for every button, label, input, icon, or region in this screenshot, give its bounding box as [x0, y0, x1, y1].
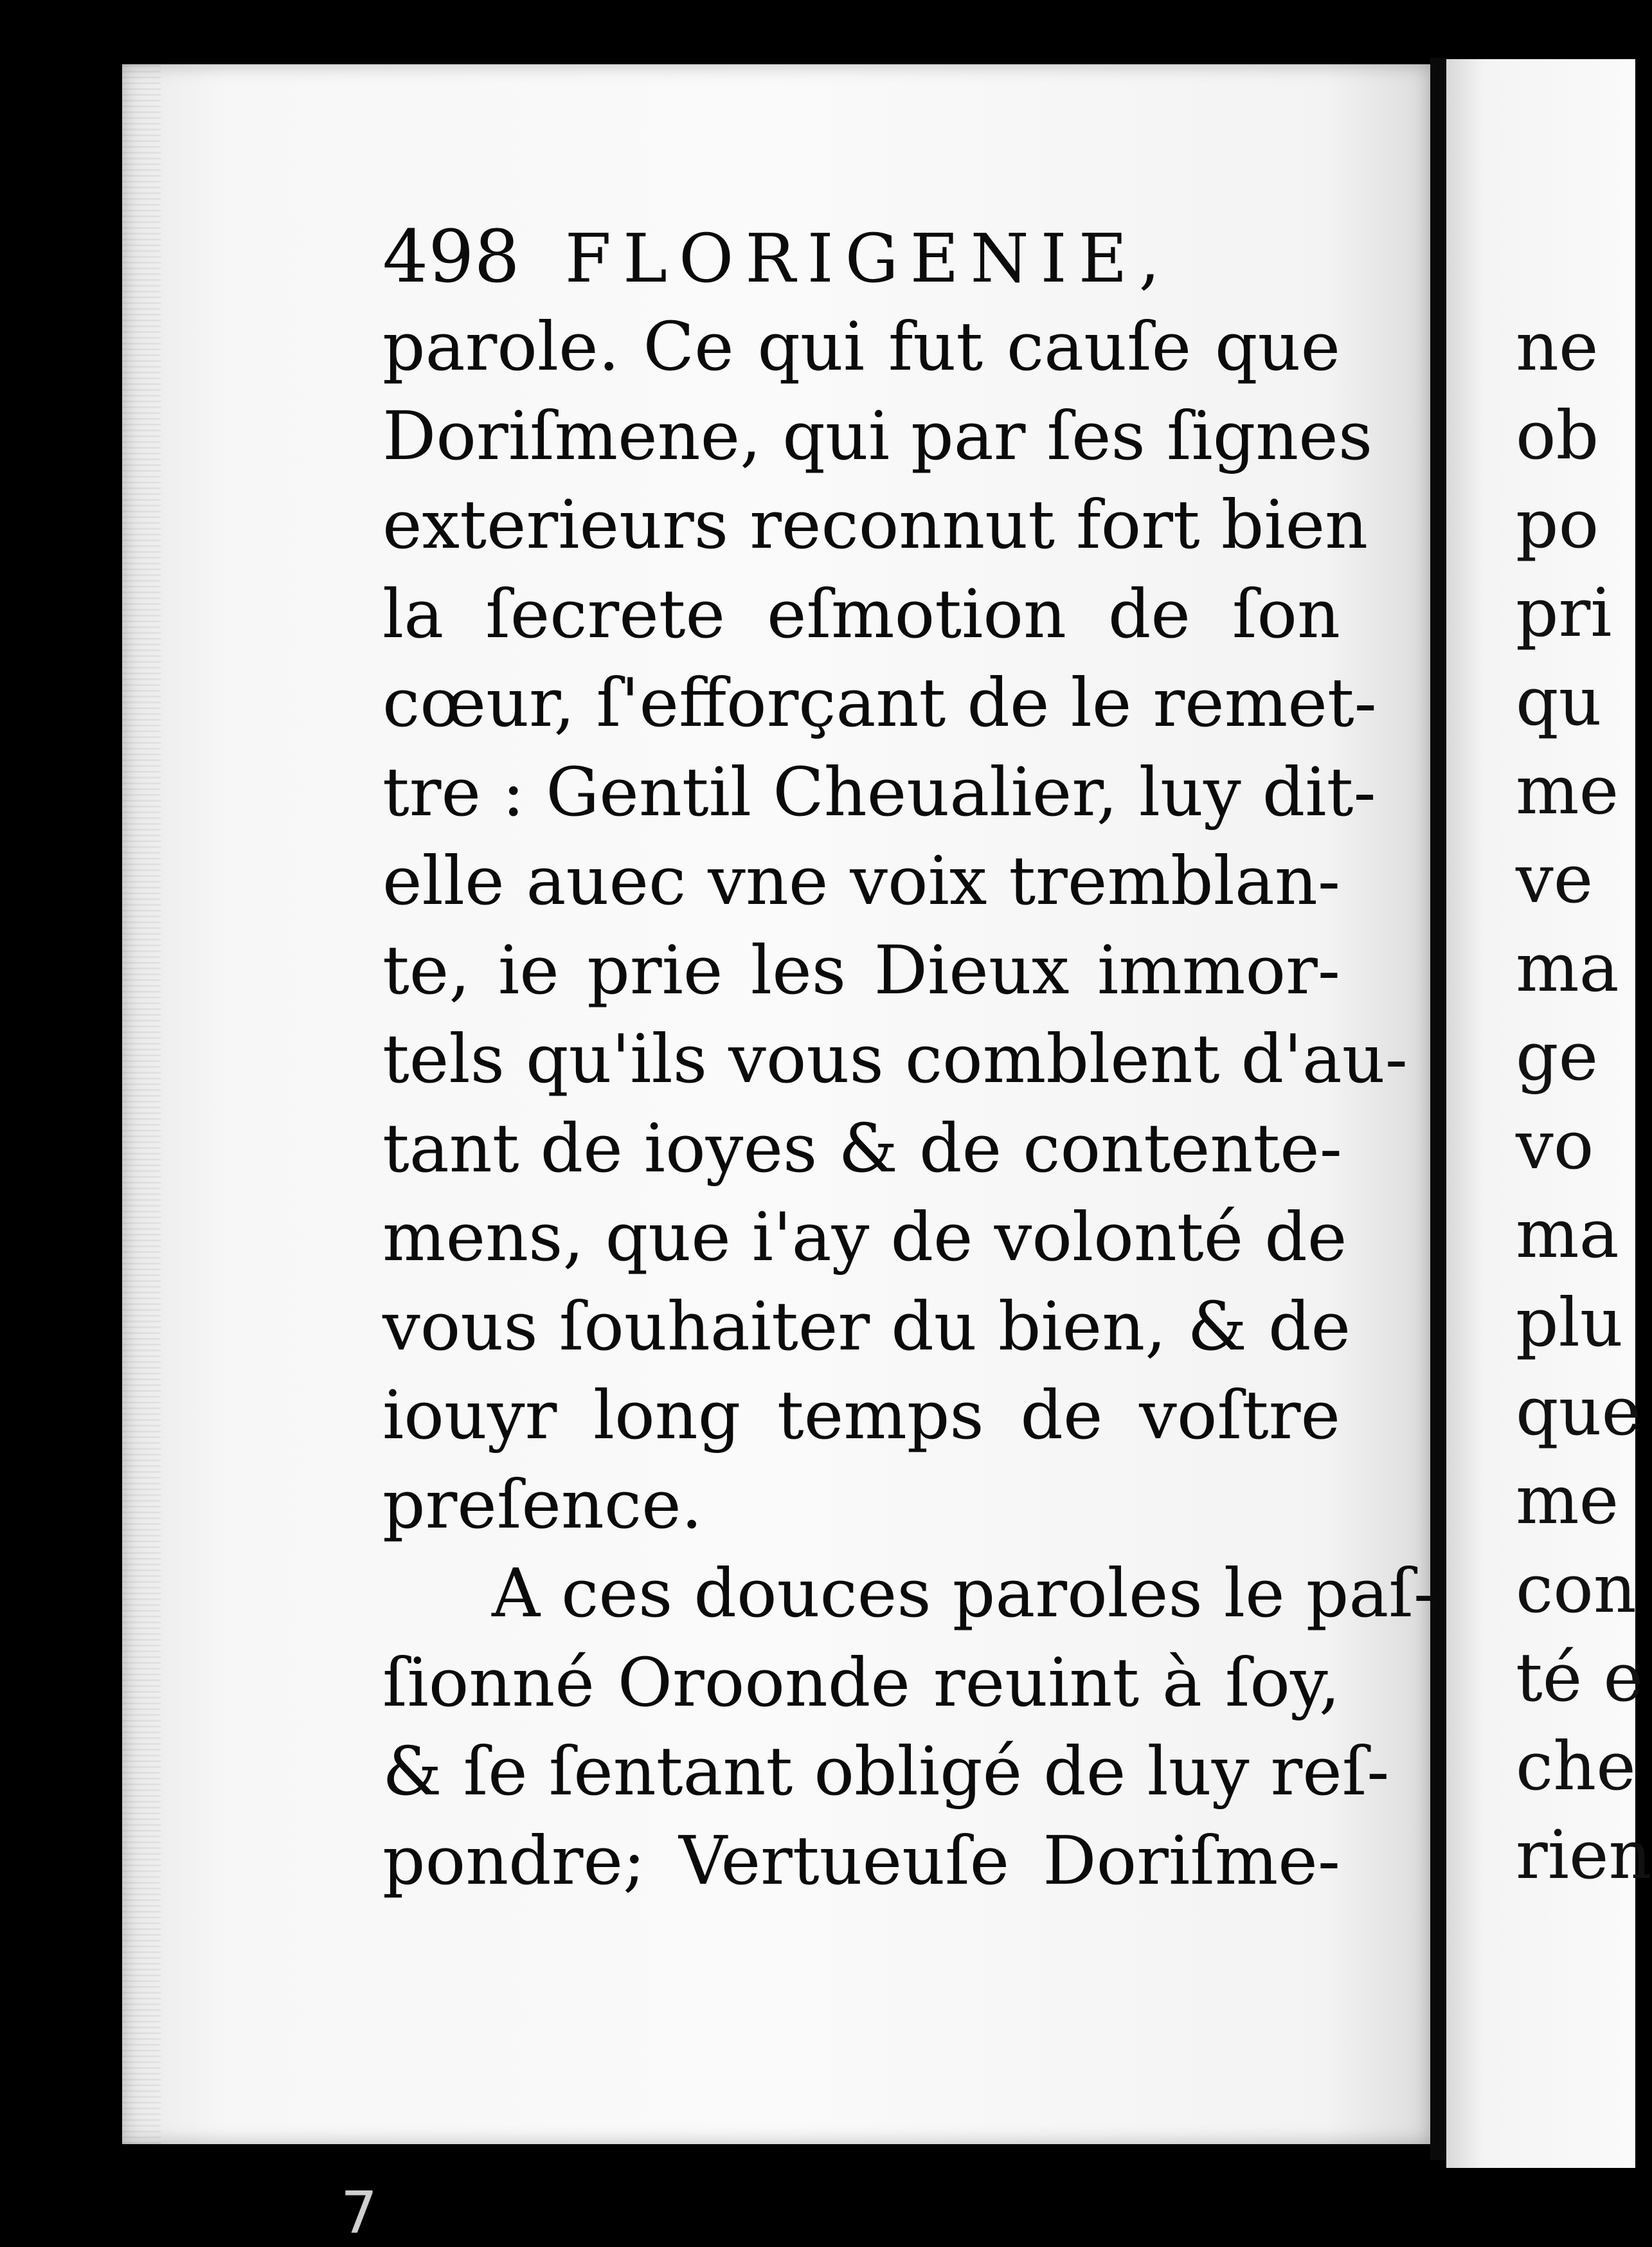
page-edge-shadow	[122, 64, 161, 2144]
text-line: Doriſmene, qui par ſes ſignes	[382, 396, 1373, 475]
text-fragment: ob	[1516, 396, 1599, 474]
text-fragment: ne	[1516, 307, 1599, 386]
text-fragment: che	[1516, 1727, 1636, 1805]
text-fragment: vo	[1516, 1106, 1594, 1184]
text-fragment: té e	[1516, 1638, 1643, 1717]
text-fragment: ge	[1516, 1017, 1599, 1096]
text-line: vous ſouhaiter du bien, & de	[382, 1286, 1351, 1366]
text-line: mens, que i'ay de volonté de	[382, 1198, 1347, 1276]
text-fragment: ma	[1516, 1195, 1619, 1273]
text-line: elle auec vne voix tremblan-	[382, 842, 1340, 920]
text-line: tre : Gentil Cheualier, luy dit-	[382, 752, 1376, 831]
margin-mark: 7	[341, 2179, 378, 2247]
text-fragment: rien	[1516, 1816, 1652, 1894]
text-line: tant de ioyes & de contente-	[382, 1108, 1342, 1187]
book-gutter	[1430, 58, 1446, 2160]
text-line-paragraph-end: preſence.	[382, 1465, 703, 1544]
text-line: pondre; Vertueuſe Doriſme-	[382, 1821, 1340, 1900]
text-fragment: me	[1516, 1461, 1619, 1539]
text-fragment: me	[1516, 751, 1619, 829]
page-header	[382, 215, 1172, 312]
text-fragment: pri	[1516, 573, 1612, 652]
text-line: tels qu'ils vous comblent d'au-	[382, 1020, 1408, 1098]
page-number: 498	[382, 215, 520, 299]
body-text	[382, 302, 1436, 1905]
text-fragment: po	[1516, 485, 1599, 563]
text-line: ſionné Oroonde reuint à ſoy,	[382, 1643, 1340, 1722]
text-fragment: plu	[1516, 1283, 1623, 1362]
text-line: iouyr long temps de voſtre	[382, 1376, 1340, 1454]
running-title: FLORIGENIE,	[564, 219, 1172, 298]
text-line: exterieurs reconnut fort bien	[382, 485, 1369, 564]
text-line: la ſecrete eſmotion de ſon	[382, 574, 1340, 653]
text-line: te, ie prie les Dieux immor-	[382, 930, 1340, 1009]
text-fragment: ma	[1516, 928, 1619, 1007]
text-line-paragraph-start: A ces douces paroles le paſ-	[492, 1554, 1436, 1632]
right-page-text-fragments	[1516, 302, 1652, 1899]
text-fragment: que	[1516, 1372, 1642, 1450]
text-line: & ſe ſentant obligé de luy reſ-	[382, 1732, 1390, 1810]
text-fragment: qu	[1516, 662, 1602, 741]
text-line: cœur, ſ'efforçant de le remet-	[382, 663, 1377, 742]
text-fragment: con	[1516, 1549, 1637, 1628]
text-fragment: ve	[1516, 840, 1594, 918]
text-line: parole. Ce qui fut cauſe que	[382, 307, 1340, 386]
